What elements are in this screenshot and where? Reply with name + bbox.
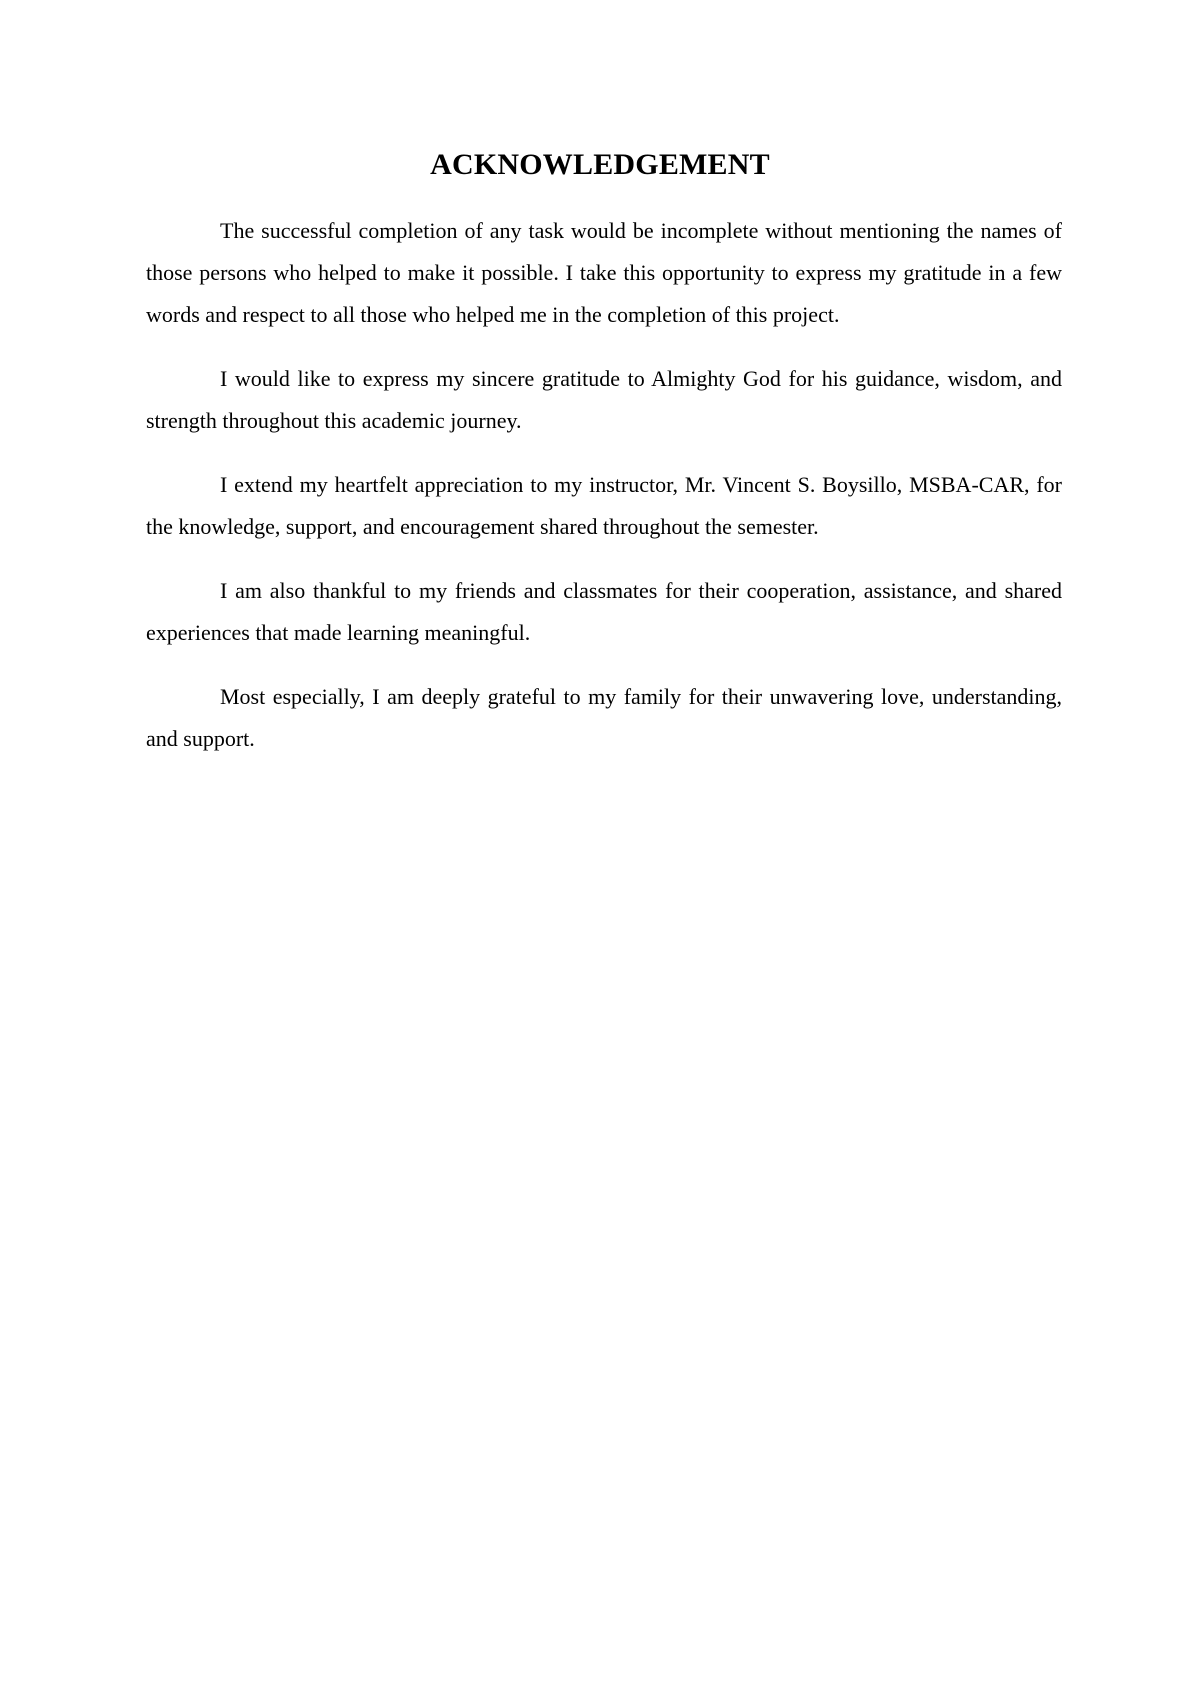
paragraph: Most especially, I am deeply grateful to my family for their unwavering love, understanding, and support. <box>146 684 1062 751</box>
paragraph: I would like to express my sincere gratitude to Almighty God for his guidance, wisdom, and strength throughout this academic journey. <box>146 366 1062 433</box>
paragraph: I am also thankful to my friends and classmates for their cooperation, assistance, and shared experiences that made learning meaningful. <box>146 578 1062 645</box>
acknowledgement-body <box>146 210 1062 782</box>
page-title: ACKNOWLEDGEMENT <box>430 148 770 181</box>
paragraph: I extend my heartfelt appreciation to my instructor, Mr. Vincent S. Boysillo, MSBA-CAR, for the knowledge, support, and encouragement shared throughout the semester. <box>146 472 1062 539</box>
paragraph: The successful completion of any task would be incomplete without mentioning the names of those persons who helped to make it possible. I take this opportunity to express my gratitude in a few words and respect to all those who helped me in the completion of this project. <box>146 218 1062 327</box>
